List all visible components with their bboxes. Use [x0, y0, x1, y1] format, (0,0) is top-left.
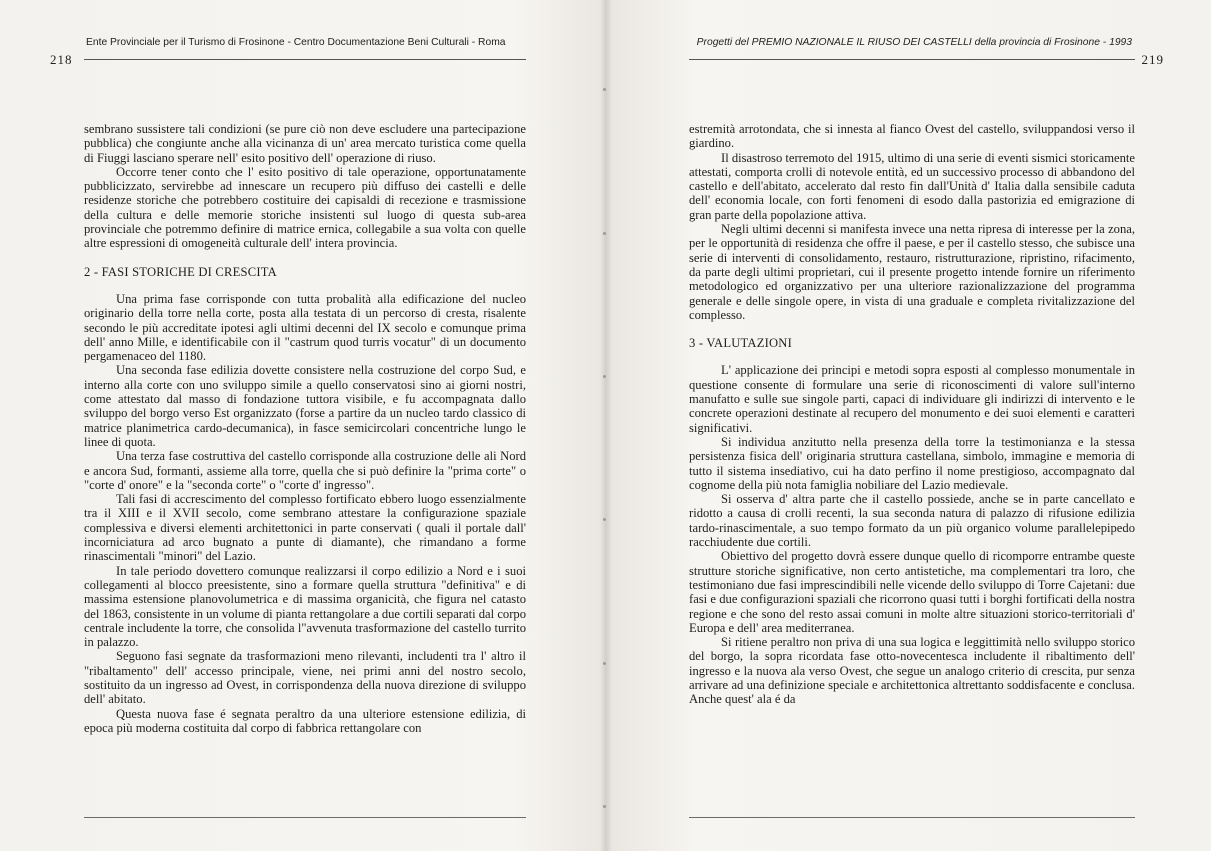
- right-header-caps: PREMIO NAZIONALE IL RIUSO DEI CASTELLI: [751, 37, 972, 48]
- left-page-number: 218: [50, 52, 73, 67]
- paragraph: Una seconda fase edilizia dovette consistere nella costruzione del corpo Sud, e interno alla corte con uno sviluppo simile a quello conservatosi sino ai giorni nostri, come attestato dal masso di fondazione tuttora visibile, e fu accompagnata dallo sviluppo del borgo verso Est organizzato (forse a partire da un nucleo tardo classico di matrice planimetrica cardo-decumanica), in fasce semicircolari concentriche lungo le linee di quota.: [84, 363, 526, 449]
- paragraph: Si individua anzitutto nella presenza della torre la testimonianza e la stessa persistenza fisica dell' originaria struttura castellana, simbolo, immagine e memoria di tutto il sistema insediativo, cui ha dato perfino il nome prestigioso, accompagnato dal cognome della più nota famiglia nobiliare del Lazio medievale.: [689, 434, 1135, 492]
- paragraph: Seguono fasi segnate da trasformazioni meno rilevanti, includenti tra l' altro il "ribaltamento" dell' accesso principale, viene, nei primi anni del nostro secolo, sostituito da un ingresso ad Ovest, in corrispondenza della nuova direzione di sviluppo dell' abitato.: [84, 649, 526, 707]
- left-body-text: [84, 122, 526, 735]
- left-running-header: Ente Provinciale per il Turismo di Frosinone - Centro Documentazione Beni Culturali - Roma: [86, 37, 506, 48]
- paragraph: estremità arrotondata, che si innesta al fianco Ovest del castello, sviluppandosi verso il giardino.: [689, 122, 1135, 151]
- right-body-text: [689, 122, 1135, 707]
- section-heading: 3 - VALUTAZIONI: [689, 336, 792, 351]
- paragraph: Negli ultimi decenni si manifesta invece una netta ripresa di interesse per la zona, per le opportunità di residenza che offre il paese, e per il castello stesso, che subisce una serie di interventi di consolidamento, restauro, ristrutturazione, ripristino, rifacimento, da parte degli ultimi proprietari, cui il presente progetto intende fornire un riferimento metodologico ed organizzativo per una ulteriore razionalizzazione del programma generale e delle singole opere, in vista di una graduale e completa rivitalizzazione del complesso.: [689, 222, 1135, 322]
- right-header-pre: Progetti del: [696, 37, 752, 48]
- right-running-header: [697, 37, 1132, 48]
- binding-hole: [603, 375, 606, 378]
- paragraph: Il disastroso terremoto del 1915, ultimo di una serie di eventi sismici storicamente attestati, comporta crolli di notevole entità, ed un successivo processo di abbandono del castello e dell'abitato, accelerato dal resto fin dall'Unità d' Italia dalla sensibile caduta dell' economia locale, con forti fenomeni di esodo dalla pastorizia ed emigrazione di gran parte della popolazione attiva.: [689, 150, 1135, 222]
- binding-hole: [603, 662, 606, 665]
- left-footer-rule: [84, 817, 526, 818]
- paragraph: Una prima fase corrisponde con tutta probalità alla edificazione del nucleo originario della torre nella corte, posta alla testata di un percorso di cresta, risalente secondo le più accreditate ipotesi agli ultimi decenni del IX secolo e comunque prima dell' anno Mille, e identificabile con il "castrum quod turris vocatur" di un documento pergamenaceo del 1180.: [84, 291, 526, 364]
- right-footer-rule: [689, 817, 1135, 818]
- section-heading: 2 - FASI STORICHE DI CRESCITA: [84, 264, 277, 279]
- right-header-post: della provincia di Frosinone - 1993: [971, 37, 1132, 48]
- paragraph: Si ritiene peraltro non priva di una sua logica e leggittimità nello sviluppo storico del borgo, la sopra ricordata fase otto-novecentesca includente il ribaltimento dell' ingresso e la nuova ala verso Ovest, che segue un analogo criterio di crescita, pur senza arrivare ad una definizione speciale e architettonica altrettanto soddisfacente e conclusa. Anche quest' ala é da: [689, 635, 1135, 707]
- left-header-rule: [84, 59, 526, 60]
- paragraph: sembrano sussistere tali condizioni (se pure ciò non deve escludere una partecipazione pubblica) che congiunte anche alla vicinanza di un' area mercato turistica come quella di Fiuggi lasciano sperare nell' esito positivo dell' operazione di riuso.: [84, 122, 526, 165]
- paragraph: Occorre tener conto che l' esito positivo di tale operazione, opportunatamente pubblicizzato, servirebbe ad innescare un recupero più diffuso dei castelli e delle residenze storiche che potrebbero costituire dei capisaldi di recezione e trasmissione della cultura e delle memorie storiche insistenti sul luogo di questa sub-area provinciale che potremmo definire di matrice ernica, collegabile a sua volta con quelle altre espressioni di omogeneità culturale dell' intera provincia.: [84, 164, 526, 251]
- paragraph: Si osserva d' altra parte che il castello possiede, anche se in parte cancellato e ridotto a causa di crolli recenti, la sua seconda natura di palazzo di rifusione edilizia tardo-rinascimentale, a suo tempo formato da un più organico volume parallelepipedo racchiudente due cortili.: [689, 492, 1135, 550]
- right-page: [606, 0, 1211, 851]
- paragraph: In tale periodo dovettero comunque realizzarsi il corpo edilizio a Nord e i suoi collegamenti al blocco preesistente, sino a formare quella struttura "definitiva" e di massima estensione planovolumetrica e di massima organicità, che figura nel catasto del 1863, consistente in un volume di pianta rettangolare a due cortili separati dal corpo centrale includente la torre, che consolida l"avvenuta trasformazione del castello turrito in palazzo.: [84, 563, 526, 650]
- binding-hole: [603, 518, 606, 521]
- right-header-rule: [689, 59, 1135, 60]
- paragraph: Questa nuova fase é segnata peraltro da una ulteriore estensione edilizia, di epoca più moderna costituita dal corpo di fabbrica rettangolare con: [84, 706, 526, 735]
- paragraph: Obiettivo del progetto dovrà essere dunque quello di ricomporre entrambe queste strutture storiche significative, non certo antistetiche, ma complementari tra loro, che testimoniano due fasi imprescindibili nelle vicende dello sviluppo di Torre Cajetani: due fasi e due configurazioni spaziali che ricorrono quasi tutti i borghi fortificati della nostra regione e che sono del resto assai comuni in molte altre situazioni storico-territoriali d' Europa e dell' area mediterranea.: [689, 549, 1135, 635]
- paragraph: Tali fasi di accrescimento del complesso fortificato ebbero luogo essenzialmente tra il XIII e il XVII secolo, come sembrano attestare la configurazione spaziale complessiva e diversi elementi architettonici in parte conservati ( quali il portale dall' incorniciatura ad arco bugnato a punte di diamante), che rimandano a forme rinascimentali "minori" del Lazio.: [84, 492, 526, 564]
- binding-hole: [603, 232, 606, 235]
- paragraph: Una terza fase costruttiva del castello corrisponde alla costruzione delle ali Nord e ancora Sud, formanti, assieme alla torre, quella che si può definire la "prima corte" o "corte d' onore" e la "seconda corte" o "corte d' ingresso".: [84, 449, 526, 492]
- binding-hole: [603, 805, 606, 808]
- binding-hole: [603, 88, 606, 91]
- right-page-number: 219: [1141, 52, 1164, 67]
- paragraph: L' applicazione dei principi e metodi sopra esposti al complesso monumentale in questione consente di formulare una serie di riconoscimenti di valore sull'interno manufatto e sulle sue singole parti, capaci di individuare gli indirizzi di intervento e le concrete operazioni destinate al recupero del monumento e dei suoi elementi e caratteri significativi.: [689, 363, 1135, 435]
